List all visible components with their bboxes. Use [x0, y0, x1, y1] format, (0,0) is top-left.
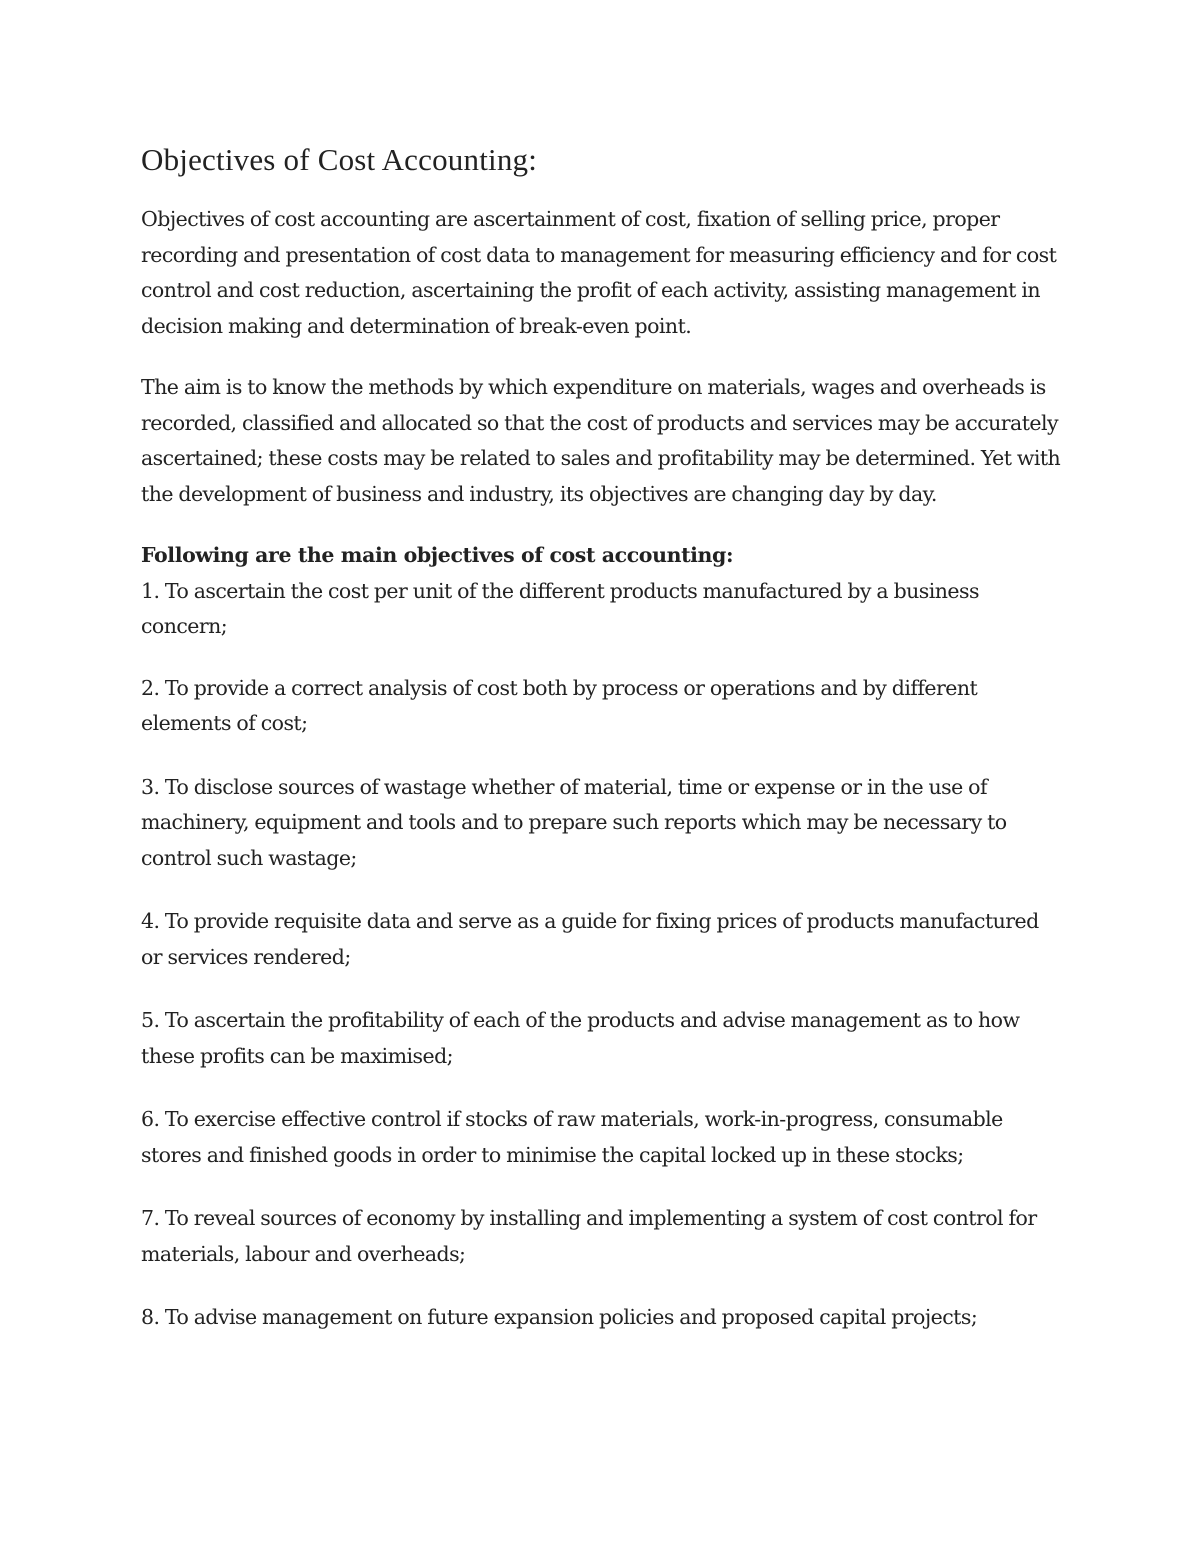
document-title: Objectives of Cost Accounting: [141, 142, 538, 177]
list-item: 1. To ascertain the cost per unit of the different products manufactured by a business concern; [141, 578, 979, 638]
list-item: 4. To provide requisite data and serve as a guide for fixing prices of products manufactured or services rendered; [141, 909, 1039, 969]
list-item: 5. To ascertain the profitability of each of the products and advise management as to how these profits can be maximised; [141, 1008, 1020, 1068]
aim-paragraph: The aim is to know the methods by which expenditure on materials, wages and overheads is recorded, classified and allocated so that the cost of products and services may be accurately ascertained; these costs may be related to sales and profitability may be determined. Yet with the development of business and industry, its objectives are changing day by day. [141, 375, 1061, 506]
document-page [141, 140, 1061, 1364]
list-item: 7. To reveal sources of economy by installing and implementing a system of cost control for materials, labour and overheads; [141, 1206, 1037, 1266]
objectives-heading: Following are the main objectives of cost accounting: [141, 543, 734, 567]
list-item: 2. To provide a correct analysis of cost both by process or operations and by different elements of cost; [141, 675, 978, 735]
list-item: 3. To disclose sources of wastage whether of material, time or expense or in the use of machinery, equipment and tools and to prepare such reports which may be necessary to control such wastage; [141, 774, 1007, 870]
list-item: 6. To exercise effective control if stocks of raw materials, work-in-progress, consumable stores and finished goods in order to minimise the capital locked up in these stocks; [141, 1107, 1003, 1167]
intro-paragraph: Objectives of cost accounting are ascertainment of cost, fixation of selling price, proper recording and presentation of cost data to management for measuring efficiency and for cost control and cost reduction, ascertaining the profit of each activity, assisting management in decision making and determination of break-even point. [141, 207, 1057, 338]
objectives-list [141, 574, 1061, 1336]
list-item: 8. To advise management on future expansion policies and proposed capital projects; [141, 1305, 978, 1329]
